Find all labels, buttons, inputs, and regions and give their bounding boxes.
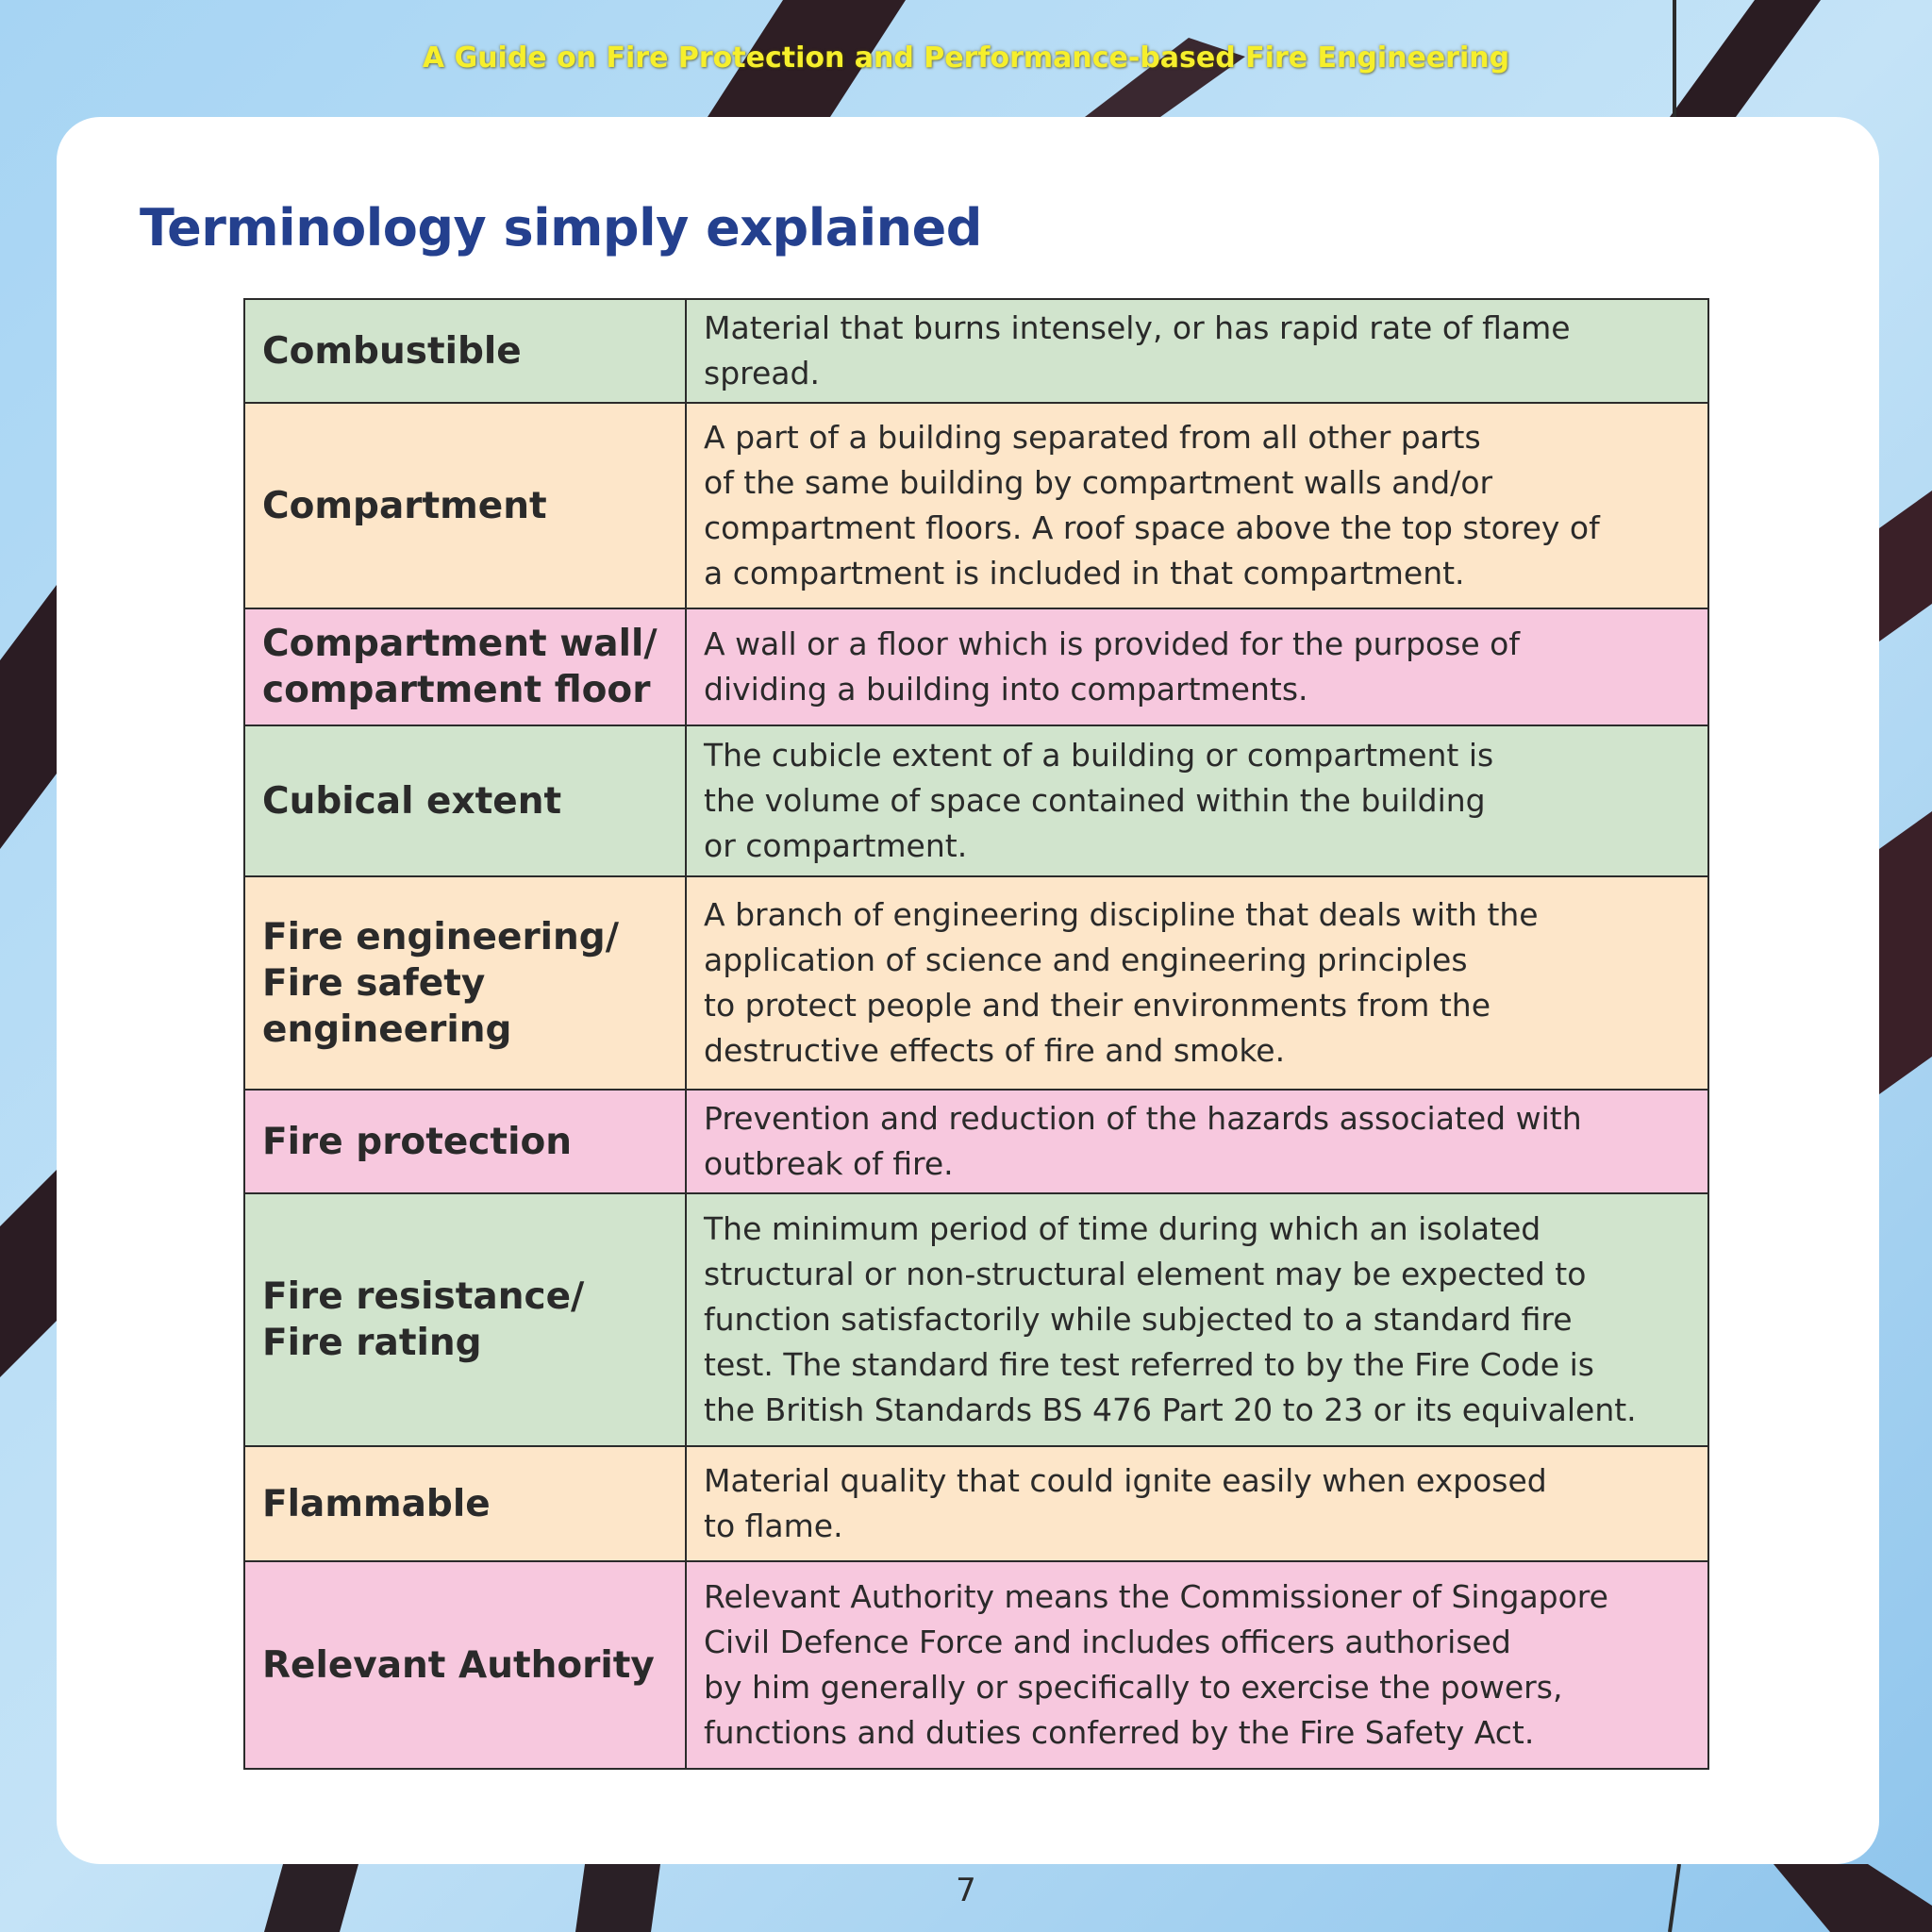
table-row [244, 608, 1708, 725]
running-header: A Guide on Fire Protection and Performance-based Fire Engineering [422, 42, 1510, 75]
definition-cell: Prevention and reduction of the hazards associated with outbreak of fire. [686, 1090, 1708, 1193]
definition-cell: The minimum period of time during which an isolated structural or non-structural element may be expected to function satisfactorily while subjected to a standard fire test. The standard fire test referred to by the Fire Code is the British Standards BS 476 Part 20 to 23 or its equivalent. [686, 1193, 1708, 1446]
definition-cell: Material that burns intensely, or has rapid rate of flame spread. [686, 299, 1708, 403]
term-cell: Fire resistance/ Fire rating [244, 1193, 686, 1446]
definition-cell: A part of a building separated from all other parts of the same building by compartment walls and/or compartment floors. A roof space above the top storey of a compartment is included in that compartment. [686, 403, 1708, 608]
table-row [244, 1193, 1708, 1446]
term-cell: Compartment [244, 403, 686, 608]
definition-cell: Relevant Authority means the Commissioner of Singapore Civil Defence Force and includes officers authorised by him generally or specifically to exercise the powers, functions and duties conferred by the Fire Safety Act. [686, 1561, 1708, 1769]
terminology-table [243, 298, 1709, 1770]
table-row [244, 876, 1708, 1090]
term-cell: Flammable [244, 1446, 686, 1561]
term-cell: Fire engineering/ Fire safety engineering [244, 876, 686, 1090]
table-row [244, 299, 1708, 403]
page-title: Terminology simply explained [140, 198, 982, 258]
term-cell: Combustible [244, 299, 686, 403]
page-number: 7 [956, 1872, 976, 1909]
table-row [244, 1090, 1708, 1193]
table-row [244, 1446, 1708, 1561]
definition-cell: A wall or a floor which is provided for the purpose of dividing a building into compartments. [686, 608, 1708, 725]
term-cell: Cubical extent [244, 725, 686, 876]
definition-cell: The cubicle extent of a building or compartment is the volume of space contained within the building or compartment. [686, 725, 1708, 876]
term-cell: Relevant Authority [244, 1561, 686, 1769]
table-row [244, 725, 1708, 876]
term-cell: Fire protection [244, 1090, 686, 1193]
term-cell: Compartment wall/ compartment floor [244, 608, 686, 725]
definition-cell: A branch of engineering discipline that deals with the application of science and engineering principles to protect people and their environments from the destructive effects of fire and smoke. [686, 876, 1708, 1090]
definition-cell: Material quality that could ignite easily when exposed to flame. [686, 1446, 1708, 1561]
table-row [244, 1561, 1708, 1769]
table-row [244, 403, 1708, 608]
